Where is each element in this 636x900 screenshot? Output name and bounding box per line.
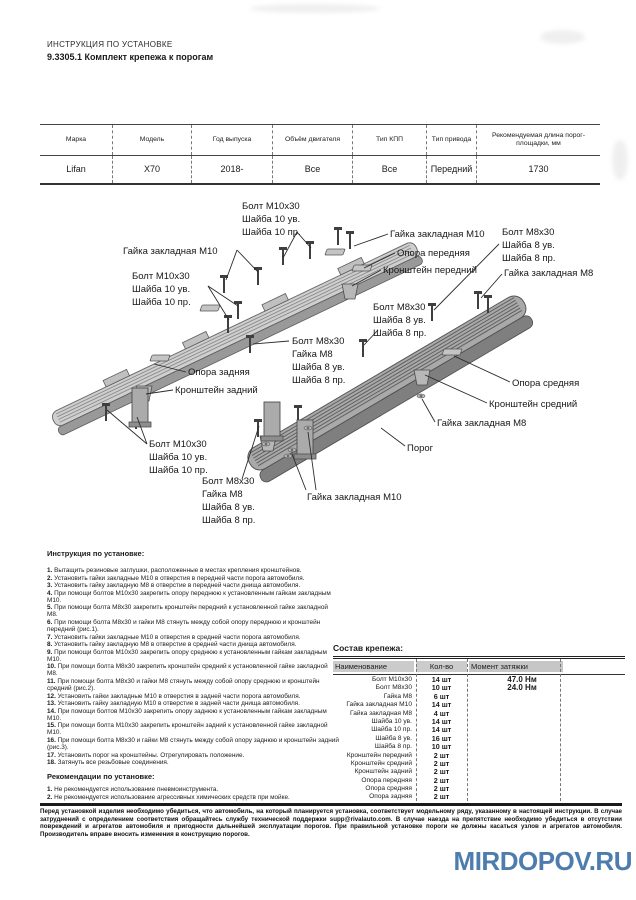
hardware-qty: 14 шт [431,725,452,735]
column-header-qty: Кол-во [416,661,467,672]
nut-icon [262,442,270,446]
instruction-step [47,649,339,663]
diagram-label: Болт М8х30 [202,476,255,487]
instruction-step [47,663,339,677]
step-number: 4. [47,589,55,597]
vehicle-value-cell: Передний [427,156,477,183]
diagram-callout [481,268,593,298]
hardware-table-row [333,709,625,717]
instruction-step [47,634,339,641]
vehicle-column-header: Тип привода [427,125,477,155]
column-header-torque: Момент затяжки [467,661,625,672]
hardware-table-row [333,742,625,750]
bolt-icon [359,339,367,357]
step-number: 13. [47,700,58,708]
step-text: При помощи болта М8х30 и гайки М8 стянуть между собой опору среднюю и кронштейн средний (рис.2). [47,677,320,692]
callout-leader-line [208,286,229,320]
diagram-label: Шайба 8 пр. [202,515,256,526]
diagram-label: Опора передняя [397,248,470,259]
diagram-label: Шайба 8 ув. [292,362,345,373]
hardware-table-block [333,643,625,801]
instruction-step [47,619,339,633]
vehicle-value-cell: 1730 [528,164,549,175]
diagram-label: Шайба 10 ув. [242,214,301,225]
bracket-icon [414,370,430,385]
step-number: 7. [47,633,55,641]
diagram-label: Гайка М8 [292,349,333,360]
step-number: 12. [47,692,58,700]
step-number: 10. [47,663,58,671]
hardware-qty: 16 шт [431,733,452,743]
watermark-logo: MIRDOPOV.RU [453,846,632,876]
diagram-label: Гайка закладная М8 [437,418,527,429]
hardware-table-row [333,683,625,691]
diagram-label: Шайба 10 ув. [132,284,191,295]
diagram-label: Шайба 8 пр. [373,328,427,339]
step-text: Установить гайки закладные М10 в отверстия в задней части порога автомобиля. [57,692,301,700]
diagram-label: Болт М8х30 [502,227,555,238]
step-number: 6. [47,618,55,626]
plate-icon [200,305,220,311]
step-number: 8. [47,641,55,649]
nut-icon [284,454,292,458]
bolt-icon [334,227,342,245]
step-number: 2. [47,574,55,582]
hardware-table-row [333,700,625,708]
hardware-qty: 14 шт [431,700,452,710]
diagram-callout [132,271,238,320]
instruction-step [47,590,339,604]
step-number: 18. [47,759,58,767]
instruction-step [47,737,339,751]
footer-divider [40,803,622,806]
callout-leader-line [425,375,487,403]
hardware-table [333,656,625,801]
hardware-table-row [333,776,625,784]
hardware-table-row [333,734,625,742]
table-divider [560,659,561,801]
diagram-label: Гайка закладная М10 [123,246,218,257]
hardware-name: Кронштейн средний [350,759,412,767]
vehicle-table-header-row [40,125,600,156]
step-text: При помощи болта М10х30 закрепить кронштейн задний к установленной гайке закладной М10. [47,722,328,737]
diagram-label: Шайба 8 ув. [373,315,426,326]
hardware-qty: 2 шт [433,775,450,785]
diagram-label: Гайка М8 [202,489,243,500]
hardware-name: Болт М8х30 [375,684,412,692]
step-text: Затянуть все резьбовые соединения. [57,759,169,767]
vehicle-fitment-table [40,124,600,185]
hardware-qty: 2 шт [433,784,450,794]
diagram-callout [381,428,434,454]
diagram-label: Гайка закладная М10 [307,492,402,503]
vehicle-value-cell: Lifan [40,156,113,183]
hardware-qty: 6 шт [433,691,450,701]
callout-leader-line [226,250,237,280]
hardware-name: Кронштейн передний [346,751,412,759]
vehicle-column-header: Модель [113,125,192,155]
diagram-callout [354,229,485,246]
stand-icon [261,402,283,441]
step-text: Установить гайку закладную М8 в отверстие в средней части днища автомобиля. [54,641,297,649]
instruction-step [47,708,339,722]
diagram-label: Шайба 10 пр. [149,465,208,476]
vehicle-value-cell: 2018- [192,156,273,183]
step-number: 9. [47,648,55,656]
hardware-name: Шайба 10 пр. [371,726,412,734]
installation-diagram [0,188,636,540]
diagram-label: Шайба 8 ув. [202,502,255,513]
hardware-name: Гайка закладная М10 [346,701,412,709]
step-number: 5. [47,604,55,612]
step-number: 1. [47,567,55,574]
hardware-table-row [333,767,625,775]
bolt-icon [279,247,287,265]
diagram-label: Гайка закладная М10 [390,229,485,240]
table-divider [416,659,417,801]
diagram-label: Шайба 10 ув. [149,452,208,463]
diagram-label: Шайба 8 пр. [502,253,556,264]
item-number: 2. [47,794,55,802]
vehicle-value-cell: Все [353,156,427,183]
hardware-qty: 2 шт [433,767,450,777]
hardware-name: Гайка закладная М8 [350,709,412,717]
item-number: 1. [47,786,55,793]
hardware-qty: 10 шт [431,742,452,752]
diagram-callout [107,410,208,476]
step-text: Установить гайки закладные М10 в отверстия в передней части порога автомобиля. [54,574,305,582]
step-number: 17. [47,751,58,759]
step-text: Установить гайку закладную М10 в отверстие в задней части днища автомобиля. [57,700,300,708]
hardware-qty: 2 шт [433,792,450,802]
hardware-name: Шайба 8 пр. [374,743,412,751]
step-text: Вытащить резиновые заглушки, расположенные в местах крепления кронштейнов. [54,567,302,574]
instruction-step [47,759,339,766]
hardware-table-row [333,759,625,767]
recommendations-heading: Рекомендации по установке: [47,772,155,781]
hardware-table-header [333,659,625,675]
callout-leader-line [354,234,388,246]
hardware-table-row [333,751,625,759]
recommendation-item [47,786,339,794]
diagram-callout [364,302,426,345]
step-text: Установить гайки закладные М10 в отверстия в средней части порога автомобиля. [54,633,301,641]
step-text: Установить порог на кронштейны. Отрегулировать положение. [57,751,245,759]
diagram-label: Шайба 8 ув. [502,240,555,251]
vehicle-column-header: Объём двигателя [273,125,353,155]
callout-leader-line [381,428,405,446]
diagram-label: Кронштейн передний [383,265,477,276]
hardware-table-row [333,792,625,800]
diagram-label: Болт М10х30 [242,201,300,212]
nut-icon [304,426,312,430]
step-text: При помощи болта М8х30 закрепить кронштейн средний к установленной гайке закладной М8. [47,663,328,678]
bracket-icon [342,284,358,299]
step-text: При помощи болтов М10х30 закрепить опору среднюю к установленным гайкам закладным М10. [47,648,327,663]
hardware-torque: 47.0 Нм [507,675,537,684]
scan-artifact [250,4,380,13]
diagram-label: Болт М8х30 [292,336,345,347]
document-subtitle: ИНСТРУКЦИЯ ПО УСТАНОВКЕ [47,40,173,49]
hardware-table-row [333,717,625,725]
hardware-name: Опора передняя [361,776,412,784]
instruction-step [47,582,339,589]
vehicle-value-cell: Все [273,156,353,183]
item-text: Не рекомендуется использование пневмоинструмента. [54,786,219,793]
nut-icon [417,394,425,398]
diagram-callout [202,426,259,526]
disclaimer-text: Перед установкой изделия необходимо убедиться, что автомобиль, на который планируется установка, соответствует модельному ряду, указанному в настоящей инструкции. В случае затруднений с определением соответствия обращайтесь службу технической поддержки supp@rivalauto.com. В случае наезда на препятствие необходимо убедиться в отсутствии повреждений и агрегатов автомобиля и пригодности дальнейшей эксплуатации порогов. При правильной установке пороги не должны касаться узлов и агрегатов автомобиля. Производитель вправе вносить изменения в конструкцию порогов. [40,808,622,838]
nut-icon [288,448,296,452]
diagram-label: Шайба 8 пр. [292,375,346,386]
instruction-step [47,752,339,759]
hardware-name: Шайба 8 ув. [375,734,412,742]
hardware-qty: 2 шт [433,758,450,768]
hardware-table-title: Состав крепежа: [333,643,404,653]
hardware-name: Кронштейн задний [354,768,412,776]
diagram-callout [253,336,345,386]
plate-icon [150,355,170,361]
instruction-steps [47,567,339,767]
hardware-name: Шайба 10 ув. [371,717,412,725]
vehicle-column-header: Марка [40,125,113,155]
callout-leader-line [481,274,502,298]
stand-icon [294,420,316,459]
step-text: При помощи болтов М10х30 закрепить опору заднюю к установленным гайкам закладным М10. [47,707,327,722]
instruction-step [47,575,339,582]
diagram-label: Шайба 10 пр. [242,227,301,238]
table-divider [467,659,468,801]
diagram-label: Порог [407,443,434,454]
step-text: При помощи болтов М10х30 закрепить опору переднюю к установленным гайкам закладным М10. [47,589,331,604]
scan-artifact [540,30,585,44]
diagram-label: Болт М8х30 [373,302,426,313]
diagram-label: Кронштейн средний [489,399,578,410]
step-text: Установить гайку закладную М8 в отверстие в передней части днища автомобиля. [54,582,301,590]
hardware-name: Опора задняя [369,793,412,801]
hardware-table-row [333,725,625,733]
diagram-label: Гайка закладная М8 [504,268,594,279]
vehicle-value-cell: X70 [113,156,192,183]
hardware-qty: 14 шт [431,716,452,726]
diagram-label: Кронштейн задний [175,385,258,396]
plate-icon [325,249,345,255]
hardware-qty: 2 шт [433,750,450,760]
step-number: 14. [47,707,58,715]
hardware-table-row [333,784,625,792]
diagram-callout [242,201,311,258]
bolt-icon [346,231,354,249]
bolt-icon [474,291,482,309]
hardware-qty: 10 шт [431,683,452,693]
hardware-name: Болт М10х30 [371,676,412,683]
bolt-icon [428,303,436,321]
recommendation-items [47,786,339,802]
hardware-table-row [333,675,625,683]
instruction-step [47,567,339,574]
vehicle-column-header: Рекомендуемая длина порог-площадки, мм [491,132,586,147]
diagram-label: Болт М10х30 [149,439,207,450]
hardware-table-row [333,692,625,700]
diagram-label: Шайба 10 пр. [132,297,191,308]
plate-icon [442,349,462,355]
instruction-step [47,678,339,692]
item-text: Не рекомендуется использование агрессивных химических средств при мойке. [54,794,290,802]
scan-artifact [612,140,628,180]
hardware-torque: 24.0 Нм [507,683,537,693]
vehicle-table-data-row [40,156,600,183]
hardware-name: Опора средняя [365,785,412,793]
step-text: При помощи болта М8х30 и гайки М8 стянуть между собой опору заднюю и кронштейн задний (рис.3). [47,736,339,751]
diagram-label: Опора средняя [512,378,580,389]
callout-leader-line [422,399,435,422]
hardware-qty: 4 шт [433,708,450,718]
instructions-heading: Инструкция по установке: [47,549,145,558]
step-text: При помощи болта М8х30 и гайки М8 стянуть между собой опору переднюю и кронштейн передний (рис.1). [47,618,321,633]
step-number: 11. [47,677,58,685]
instruction-step [47,693,339,700]
hardware-name: Гайка М8 [383,692,412,700]
hardware-qty: 14 шт [431,675,452,684]
step-number: 16. [47,736,58,744]
step-text: При помощи болта М8х30 закрепить кронштейн передний к установленной гайке закладной М8. [47,604,328,619]
recommendation-item [47,794,339,802]
document-title: 9.3305.1 Комплект крепежа к порогам [47,52,214,62]
column-header-name: Наименование [333,661,414,672]
step-number: 15. [47,722,58,730]
instruction-step [47,604,339,618]
callout-leader-line [237,250,258,272]
instruction-step [47,722,339,736]
diagram-label: Болт М10х30 [132,271,190,282]
callout-leader-line [454,356,510,382]
instruction-step [47,641,339,648]
vehicle-column-header: Год выпуска [192,125,273,155]
diagram-label: Опора задняя [188,367,250,378]
instruction-step [47,700,339,707]
step-number: 3. [47,582,55,590]
vehicle-column-header: Тип КПП [353,125,427,155]
